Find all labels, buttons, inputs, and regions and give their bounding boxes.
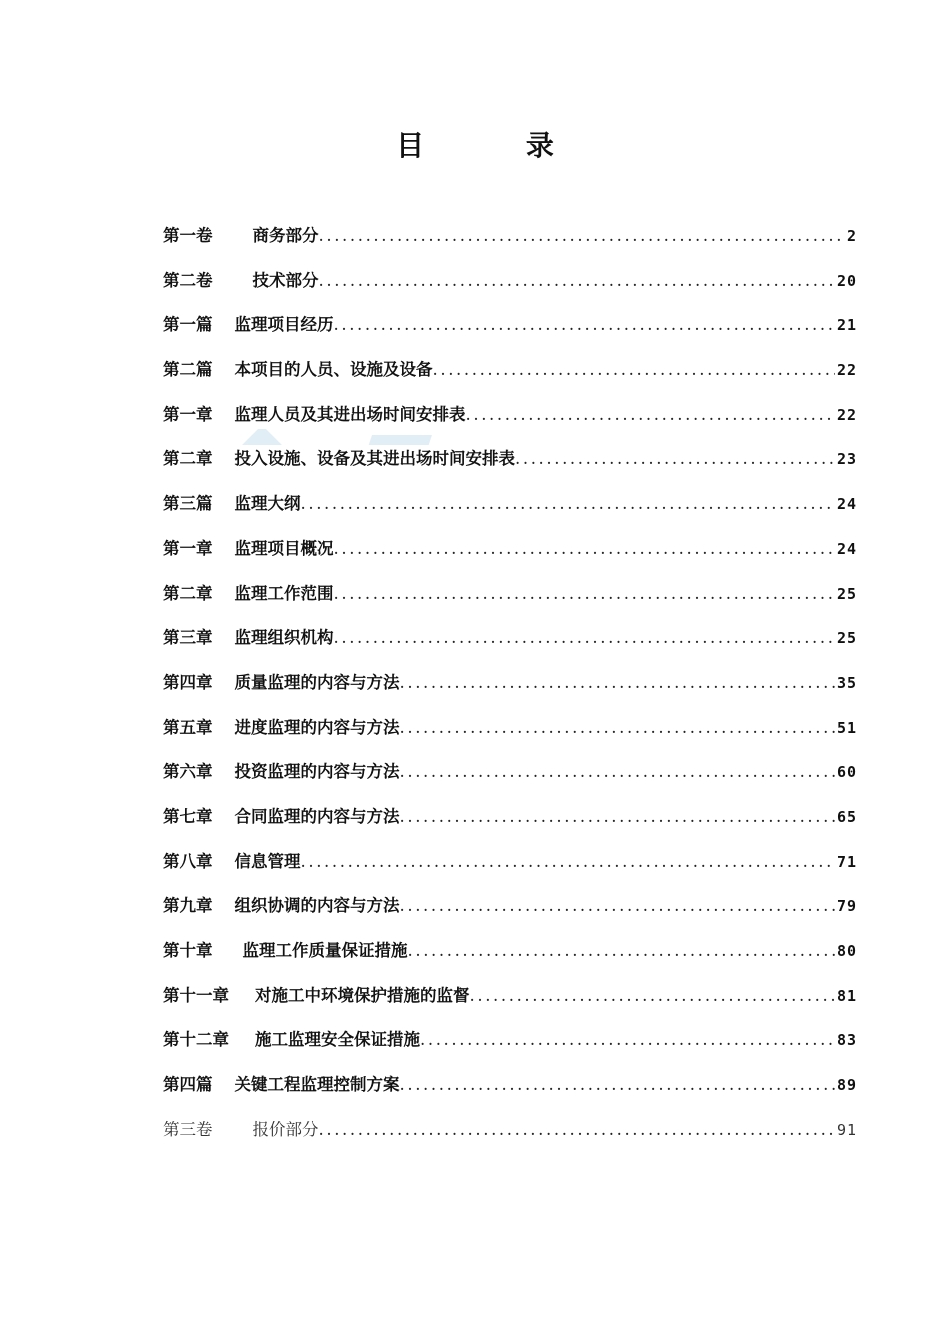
toc-entry-number: 第三章 [163, 628, 213, 648]
dot-leader [420, 1026, 835, 1054]
toc-entry-number: 第七章 [163, 806, 213, 826]
toc-entry-number: 第二章 [163, 583, 213, 603]
toc-entry-label [163, 803, 400, 831]
dot-leader [408, 937, 835, 965]
dot-leader [466, 401, 835, 429]
dot-leader [319, 1116, 835, 1144]
toc-entry-title: 本项目的人员、设施及设备 [234, 360, 433, 380]
toc-entry[interactable] [163, 580, 857, 625]
dot-leader [319, 222, 845, 250]
toc-entry-page-number: 79 [836, 897, 857, 916]
toc-entry-title: 监理项目经历 [234, 315, 334, 335]
toc-entry-label [163, 1116, 319, 1144]
toc-entry-label [163, 892, 400, 920]
toc-entry-title: 监理项目概况 [234, 538, 334, 558]
dot-leader [400, 803, 835, 831]
toc-entry-label [163, 580, 334, 608]
toc-entry-title: 组织协调的内容与方法 [234, 896, 400, 916]
toc-entry-label [163, 535, 334, 563]
toc-entry-label [163, 1071, 400, 1099]
toc-entry-label [163, 982, 470, 1010]
dot-leader [301, 490, 835, 518]
toc-entry-title: 监理工作范围 [234, 583, 334, 603]
toc-entry-number: 第二篇 [163, 360, 213, 380]
toc-entry-title: 监理大纲 [234, 494, 301, 514]
toc-entry[interactable] [163, 356, 857, 401]
toc-entry-label [163, 624, 334, 652]
toc-entry-page-number: 24 [836, 495, 857, 514]
page-title: 目 录 [396, 129, 600, 162]
toc-entry-page-number: 80 [836, 942, 857, 960]
dot-leader [400, 892, 835, 920]
toc-entry-page-number: 20 [836, 271, 857, 290]
toc-entry-number: 第五章 [163, 717, 213, 737]
dot-leader [433, 356, 835, 384]
toc-entry-page-number: 2 [846, 227, 857, 245]
toc-entry-number: 第四篇 [163, 1075, 213, 1095]
toc-entry-label [163, 1026, 420, 1054]
toc-entry-number: 第六章 [163, 762, 213, 782]
toc-entry-label [163, 401, 466, 429]
toc-entry-label [163, 848, 301, 876]
dot-leader [301, 848, 835, 876]
toc-entry[interactable] [163, 1071, 857, 1116]
toc-entry-title: 投资监理的内容与方法 [234, 762, 400, 782]
toc-entry[interactable] [163, 758, 857, 803]
toc-entry-title: 投入设施、设备及其进出场时间安排表 [234, 449, 515, 469]
toc-entry[interactable] [163, 624, 857, 669]
toc-entry-page-number: 25 [836, 629, 857, 648]
dot-leader [334, 580, 835, 608]
toc-entry[interactable] [163, 714, 857, 759]
toc-entry[interactable] [163, 311, 857, 356]
toc-entry-page-number: 71 [836, 852, 857, 871]
toc-entry-number: 第八章 [163, 851, 213, 871]
toc-entry[interactable] [163, 490, 857, 535]
toc-entry[interactable] [163, 669, 857, 714]
toc-entry-label [163, 222, 319, 250]
dot-leader [334, 624, 835, 652]
toc-entry-number: 第一章 [163, 404, 213, 424]
toc-entry-page-number: 83 [836, 1031, 857, 1050]
toc-entry-label [163, 669, 400, 697]
toc-entry-title: 施工监理安全保证措施 [255, 1030, 420, 1050]
dot-leader [400, 758, 835, 786]
toc-entry[interactable] [163, 982, 857, 1027]
toc-entry-number: 第四章 [163, 672, 213, 692]
dot-leader [400, 714, 835, 742]
toc-entry-number: 第九章 [163, 896, 213, 916]
toc-entry-number: 第三卷 [163, 1119, 213, 1139]
toc-entry[interactable] [163, 267, 857, 312]
toc-entry-title: 商务部分 [252, 226, 319, 245]
toc-entry-title: 监理组织机构 [234, 628, 334, 648]
toc-entry-label [163, 758, 400, 786]
toc-entry[interactable] [163, 937, 857, 982]
dot-leader [515, 445, 835, 473]
toc-entry[interactable] [163, 1026, 857, 1071]
toc-entry-label [163, 356, 433, 384]
toc-entry-label [163, 267, 319, 295]
toc-entry-page-number: 22 [836, 405, 857, 424]
dot-leader [334, 311, 835, 339]
toc-entry-number: 第一篇 [163, 315, 213, 335]
dot-leader [400, 1071, 835, 1099]
toc-entry-title: 信息管理 [234, 851, 301, 871]
toc-entry-number: 第十章 [163, 941, 213, 960]
toc-entry-title: 关键工程监理控制方案 [234, 1075, 400, 1095]
toc-entry-number: 第三篇 [163, 494, 213, 514]
toc-entry-page-number: 65 [836, 807, 857, 826]
toc-entry-page-number: 60 [836, 763, 857, 782]
toc-entry[interactable] [163, 445, 857, 490]
dot-leader [400, 669, 835, 697]
toc-entry-title: 技术部分 [252, 270, 319, 290]
toc-entry-title: 合同监理的内容与方法 [234, 806, 400, 826]
dot-leader [334, 535, 835, 563]
toc-entry-number: 第二卷 [163, 270, 213, 290]
toc-entry[interactable] [163, 892, 857, 937]
toc-entry[interactable] [163, 535, 857, 580]
toc-entry-number: 第十二章 [163, 1030, 229, 1050]
toc-entry-label [163, 311, 334, 339]
toc-entry-page-number: 22 [836, 361, 857, 380]
toc-entry-page-number: 91 [836, 1120, 857, 1139]
toc-entry-number: 第一章 [163, 538, 213, 558]
toc-entry-page-number: 25 [836, 584, 857, 603]
toc-entry-number: 第二章 [163, 449, 213, 469]
toc-entry-label [163, 445, 515, 473]
toc-entry-title: 进度监理的内容与方法 [234, 717, 400, 737]
toc-entry[interactable] [163, 1116, 857, 1161]
toc-entry-page-number: 81 [836, 986, 857, 1005]
toc-entry-title: 监理工作质量保证措施 [242, 941, 408, 960]
toc-entry-page-number: 24 [836, 539, 857, 558]
toc-entry-title: 监理人员及其进出场时间安排表 [234, 404, 466, 424]
toc-entry[interactable] [163, 222, 857, 267]
toc-entry-page-number: 21 [836, 316, 857, 335]
toc-entry-label [163, 937, 408, 965]
toc-entry-number: 第十一章 [163, 985, 229, 1005]
toc-entry[interactable] [163, 401, 857, 446]
toc-entry[interactable] [163, 803, 857, 848]
toc-entry-label [163, 490, 301, 518]
toc-entry-title: 质量监理的内容与方法 [234, 672, 400, 692]
toc-entry-label [163, 714, 400, 742]
toc-entry-page-number: 23 [836, 450, 857, 469]
toc-entry-page-number: 35 [836, 673, 857, 692]
toc-entry-number: 第一卷 [163, 226, 213, 245]
toc-entry-title: 对施工中环境保护措施的监督 [255, 985, 470, 1005]
table-of-contents [163, 222, 857, 1160]
dot-leader [319, 267, 835, 295]
toc-entry-page-number: 51 [836, 718, 857, 737]
toc-entry[interactable] [163, 848, 857, 893]
toc-entry-page-number: 89 [836, 1076, 857, 1095]
toc-entry-title: 报价部分 [252, 1119, 319, 1139]
dot-leader [470, 982, 835, 1010]
